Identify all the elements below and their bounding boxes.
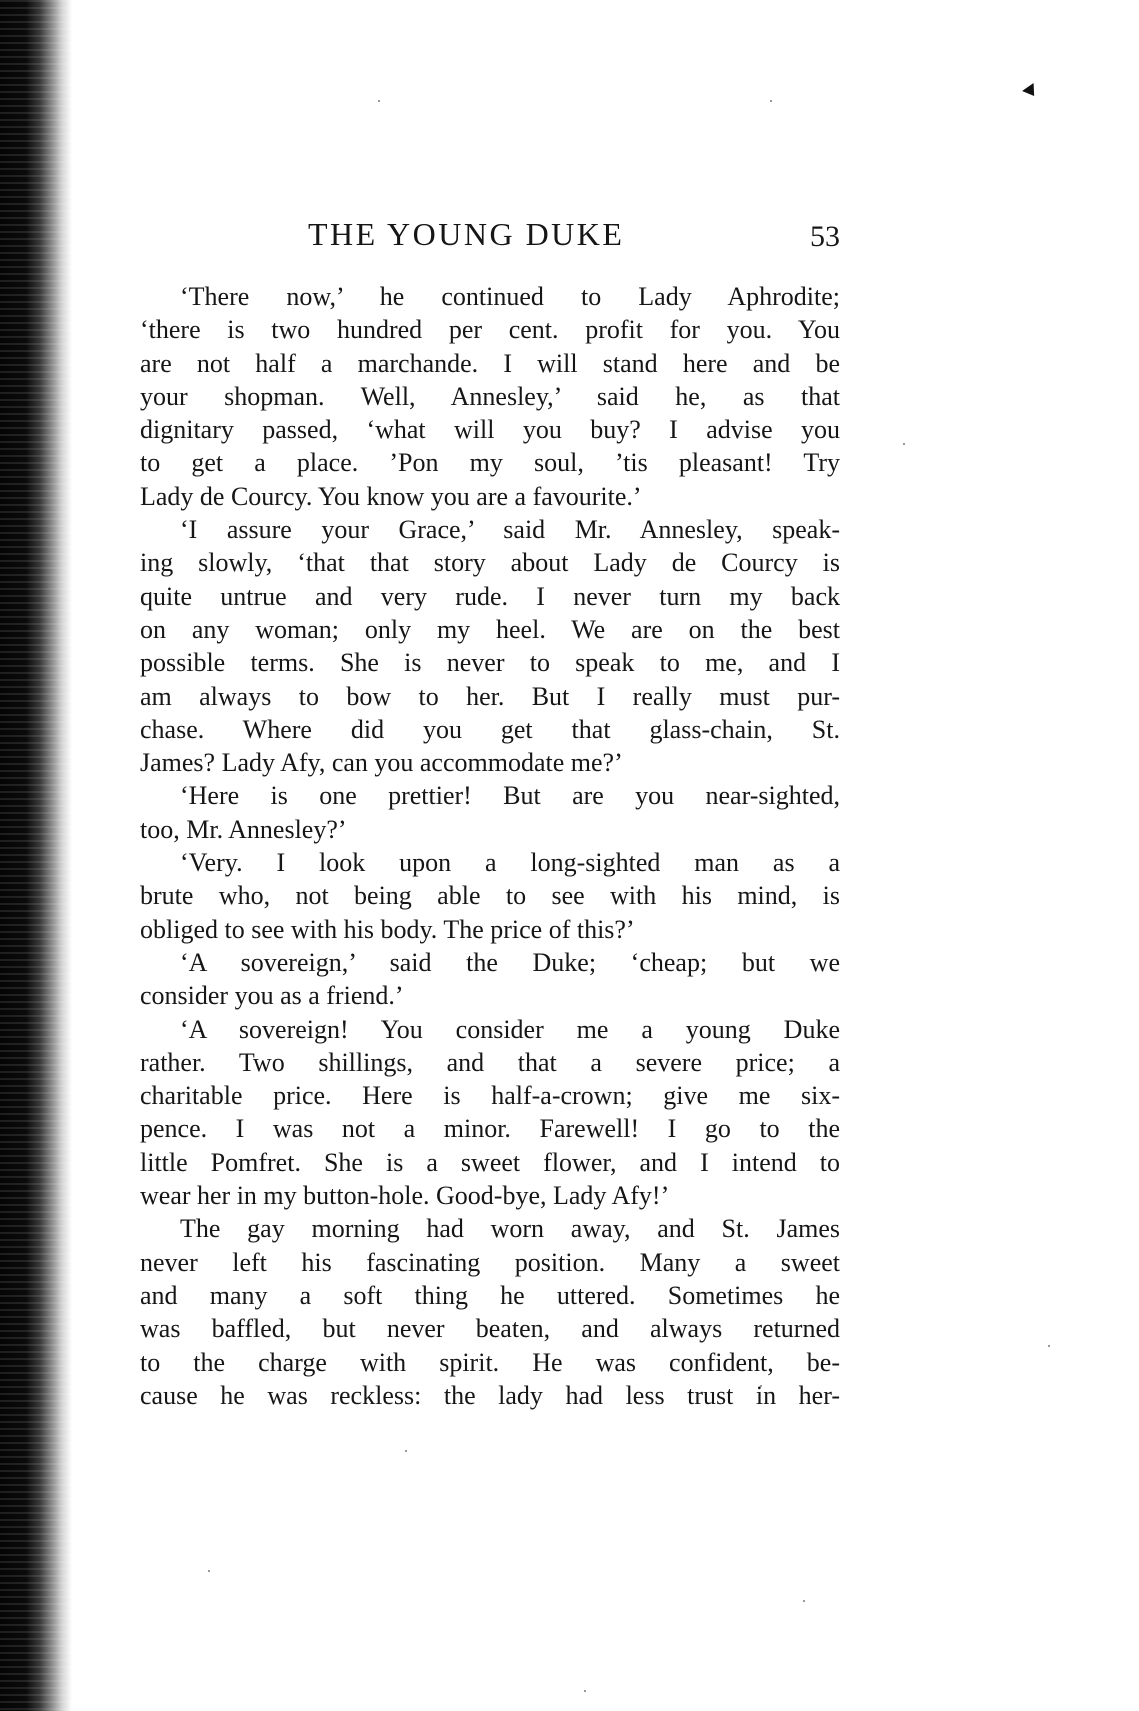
text-line: ‘Here is one prettier! But are you near-sighted, bbox=[180, 781, 840, 811]
running-title: THE YOUNG DUKE bbox=[308, 216, 625, 252]
text-line: The gay morning had worn away, and St. James bbox=[180, 1214, 840, 1244]
text-line: chase. Where did you get that glass-chain, St. bbox=[140, 714, 840, 744]
text-line: are not half a marchande. I will stand here and be bbox=[140, 348, 840, 378]
text-line: never left his fascinating position. Many a sweet bbox=[140, 1247, 840, 1277]
paper-speck bbox=[1048, 1345, 1050, 1347]
text-line: ‘there is two hundred per cent. profit for you. You bbox=[140, 315, 840, 345]
text-line: obliged to see with his body. The price of this?’ bbox=[140, 914, 635, 944]
text-line: your shopman. Well, Annesley,’ said he, as that bbox=[140, 381, 840, 411]
paper-speck bbox=[208, 1570, 210, 1572]
text-line: charitable price. Here is half-a-crown; give me six- bbox=[140, 1081, 840, 1111]
text-line: rather. Two shillings, and that a severe price; a bbox=[140, 1047, 840, 1077]
page-header bbox=[140, 210, 840, 260]
ink-mark bbox=[1022, 83, 1040, 100]
paper-speck bbox=[405, 1450, 407, 1452]
text-line: possible terms. She is never to speak to me, and I bbox=[140, 648, 840, 678]
text-line: quite untrue and very rude. I never turn my back bbox=[140, 581, 840, 611]
paper-speck bbox=[378, 100, 380, 102]
text-line: to get a place. ’Pon my soul, ’tis pleasant! Try bbox=[140, 448, 840, 478]
text-line: was baffled, but never beaten, and always returned bbox=[140, 1314, 840, 1344]
text-line: pence. I was not a minor. Farewell! I go to the bbox=[140, 1114, 840, 1144]
text-line: on any woman; only my heel. We are on the best bbox=[140, 614, 840, 644]
text-line: ‘A sovereign! You consider me a young Duke bbox=[180, 1014, 840, 1044]
paper-speck bbox=[770, 100, 772, 102]
paper-speck bbox=[903, 443, 905, 445]
body-text bbox=[140, 280, 840, 1412]
text-line: wear her in my button-hole. Good-bye, Lady Afy!’ bbox=[140, 1181, 670, 1211]
text-line: brute who, not being able to see with his mind, is bbox=[140, 881, 840, 911]
text-line: and many a soft thing he uttered. Sometimes he bbox=[140, 1280, 840, 1310]
text-line: Lady de Courcy. You know you are a favourite.’ bbox=[140, 481, 642, 511]
text-line: ‘There now,’ he continued to Lady Aphrodite; bbox=[180, 282, 840, 311]
text-line: ‘Very. I look upon a long-sighted man as a bbox=[180, 848, 840, 878]
paper-speck bbox=[803, 1600, 805, 1602]
page-binding-shadow bbox=[0, 0, 72, 1711]
text-line: to the charge with spirit. He was confident, be- bbox=[140, 1347, 840, 1377]
text-line: James? Lady Afy, can you accommodate me?’ bbox=[140, 748, 623, 778]
text-line: ing slowly, ‘that that story about Lady de Courcy is bbox=[140, 548, 840, 578]
page-number: 53 bbox=[810, 220, 840, 253]
text-line: cause he was reckless: the lady had less trust in her- bbox=[140, 1380, 840, 1410]
text-line: am always to bow to her. But I really must pur- bbox=[140, 681, 840, 711]
text-line: dignitary passed, ‘what will you buy? I advise you bbox=[140, 415, 840, 445]
text-line: ‘A sovereign,’ said the Duke; ‘cheap; but we bbox=[180, 947, 840, 977]
text-line: ‘I assure your Grace,’ said Mr. Annesley, speak- bbox=[180, 515, 840, 545]
text-line: little Pomfret. She is a sweet flower, and I intend to bbox=[140, 1147, 840, 1177]
text-line: too, Mr. Annesley?’ bbox=[140, 814, 347, 844]
paper-speck bbox=[584, 1690, 586, 1692]
text-line: consider you as a friend.’ bbox=[140, 981, 404, 1011]
